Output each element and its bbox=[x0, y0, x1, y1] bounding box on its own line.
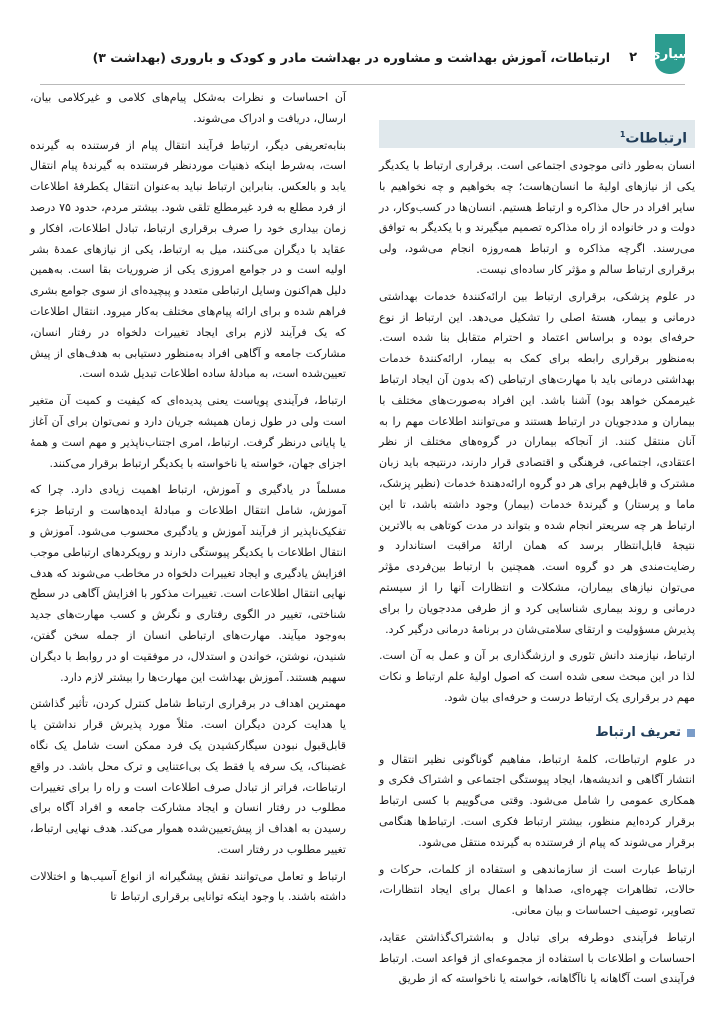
running-title: ارتباطات، آموزش بهداشت و مشاوره در بهداشت مادر و کودک و باروری (بهداشت ۳) bbox=[92, 50, 610, 65]
paragraph: ارتباط عبارت است از سازماندهی و استفاده از کلمات، حرکات و حالات، تظاهرات چهره‌ای، صداها و اعمال برای ایجاد انتظارات، تصاویر، توصیف احساسات و بیان معانی. bbox=[379, 862, 695, 918]
page-number: ۲ bbox=[629, 50, 637, 65]
left-column bbox=[30, 88, 346, 914]
paragraph: مهمترین اهداف در برقراری ارتباط شامل کنترل کردن، تأثیر گذاشتن یا هدایت کردن دیگران است. مثلاً مورد پذیرش قرار نداشتن یا قابل‌قبول نبودن سیگارکشیدن یک فرد ممکن است شامل یک نگاه غضبناک، یک سرفه یا فقط یک بی‌اعتنایی و ترک محل باشد. در واقع ارتباطات، فراتر از تبادل صرف اطلاعات است و راه را برای تغییرات مطلوب در رفتار انسان و ایجاد مشارکت جامعه و افراد آگاه برای رسیدن به اهداف از پیش‌تعیین‌شده هموار می‌کند. هدف نهایی ارتباط، تغییر مطلوب در رفتار است. bbox=[30, 697, 346, 856]
section-title-text: ارتباطات bbox=[625, 130, 687, 147]
right-column bbox=[379, 120, 695, 996]
page-header bbox=[40, 34, 692, 85]
paragraph: در علوم ارتباطات، کلمهٔ ارتباط، مفاهیم گوناگونی نظیر انتقال و انتشار آگاهی و اندیشه‌ها، ایجاد پیوستگی اجتماعی و اشتراک فکری و همکاری عمومی را شامل می‌شود. وقتی می‌گوییم با کسی ارتباط برقرار کرده‌ایم منظور، بیشتر ارتباط فکری است. ارتباط‌ها هنگامی برقرار می‌شوند که پیام از فرستنده به گیرنده منتقل می‌شود. bbox=[379, 752, 695, 849]
section-title bbox=[620, 125, 687, 149]
paragraph: بنابه‌تعریفی دیگر، ارتباط فرآیند انتقال پیام از فرستنده به گیرنده است، به‌شرط اینکه ذهنیات موردنظر فرستنده به گیرندهٔ پیام انتقال یابد و بالعکس. بنابراین ارتباط نباید به‌عنوان انتقال یکطرفهٔ اطلاعات از فرد مطلع به فرد غیرمطلع تلقی شود. بیشتر مردم، حدود ۷۵ درصد زمان بیداری خود را صرف برقراری ارتباط، تبادل اطلاعات، افکار و عقاید با دیگران می‌کنند، میل به ارتباط، یکی از نیازهای عمدهٔ بشر اولیه است و در جوامع امروزی یکی از ضروریات بقا است. به‌همین دلیل هم‌اکنون وسایل ارتباطی متعدد و پیچیده‌ای از سوی جوامع بشری فراهم شده و برای ارائه پیام‌های مختلف به‌کار میرود. انتقال اطلاعات که یک فرآیند لازم برای ایجاد تغییرات دلخواه در رفتار انسان، مشارکت جامعه و آگاهی افراد به‌منظور دستیابی به هدف‌های از پیش تعیین‌شده است، به مبادلهٔ ساده اطلاعات تبدیل شده است. bbox=[30, 138, 346, 381]
section-heading-box bbox=[379, 120, 695, 148]
book-logo bbox=[648, 34, 692, 74]
paragraph: مسلماً در یادگیری و آموزش، ارتباط اهمیت زیادی دارد. چرا که آموزش، شامل انتقال اطلاعات و مبادلهٔ ایده‌هاست و ارتباط جزء تفکیک‌ناپذیر از فرآیند آموزش و یادگیری محسوب می‌شود. آموزش و انتقال اطلاعات با یکدیگر پیوستگی دارند و رویکردهای ارتباطی موجب افزایش یادگیری و ایجاد تغییرات دلخواه در مخاطب می‌شوند که هدف نهایی انتقال اطلاعات است. تغییرات مذکور با افزایش آگاهی در سطح شناختی، تغییر در الگوی رفتاری و نگرش و کسب مهارت‌های جدید به‌وجود میآیند. مهارت‌های ارتباطی انسان از جمله سخن گفتن، شنیدن، نوشتن، خواندن و استدلال، در موفقیت او در روابط با دیگران سهیم هستند. آموزش بهداشت این مهارت‌ها را بیشتر لازم دارد. bbox=[30, 483, 346, 684]
subsection-heading bbox=[379, 723, 695, 744]
logo-text: سیاری bbox=[648, 46, 692, 62]
paragraph: انسان به‌طور ذاتی موجودی اجتماعی است. برقراری ارتباط با یکدیگر یکی از نیازهای اولیهٔ ما انسان‌هاست؛ چه بخواهیم و چه نخواهیم با سایر افراد در حال مذاکره و ارتباط هستیم. انسان‌ها در کسب‌وکار، در دولت و در خانواده از راه مذاکره تصمیم میگیرند و با یکدیگر به توافق می‌رسند. اگرچه مذاکره و ارتباط همه‌روزه انجام می‌شود، ولی برقراری ارتباط سالم و مؤثر کار ساده‌ای نیست. bbox=[379, 159, 695, 276]
footnote-marker: 1 bbox=[619, 130, 626, 139]
paragraph: ارتباط، نیازمند دانش تئوری و ارزشگذاری بر آن و عمل به آن است. لذا در این مبحث سعی شده است که اصول اولیهٔ علم ارتباط و نکات مهم در برقراری یک ارتباط درست و حرفه‌ای بیان شود. bbox=[379, 649, 695, 704]
paragraph: ارتباط و تعامل می‌توانند نقش پیشگیرانه از انواع آسیب‌ها و اختلالات داشته باشند. با وجود اینکه توانایی برقراری ارتباط تا bbox=[30, 869, 346, 904]
subsection-title: تعریف ارتباط bbox=[595, 724, 681, 740]
paragraph: آن احساسات و نظرات به‌شکل پیام‌های کلامی و غیرکلامی بیان، ارسال، دریافت و ادراک می‌شوند. bbox=[30, 91, 346, 125]
paragraph: ارتباط، فرآیندی پویاست یعنی پدیده‌ای که کیفیت و کمیت آن متغیر است ولی در طول زمان همیشه جریان دارد و نمی‌توان برای آن آغاز یا پایانی درنظر گرفت. ارتباط، امری اجتناب‌ناپذیر و مهم است و همهٔ اجزای جهان، خواسته یا ناخواسته با یکدیگر ارتباط برقرار می‌کنند. bbox=[30, 394, 346, 470]
square-bullet-icon bbox=[687, 729, 695, 737]
paragraph: در علوم پزشکی، برقراری ارتباط بین ارائه‌کنندهٔ خدمات بهداشتی درمانی و بیمار، هستهٔ اصلی را تشکیل می‌دهد. این ارتباط از نوع حرفه‌ای بوده و براساس اعتماد و احترام متقابل بنا شده است. به‌منظور برقراری رابطه برای کمک به بیمار، ارائه‌کنندهٔ خدمات بهداشتی درمانی باید با مهارت‌های ارتباطی (که بدون آن ایجاد ارتباط غیرممکن خواهد بود) آشنا باشد. این افراد به‌صورت‌های مختلف با بیماران و مددجویان در ارتباط هستند و می‌توانند اطلاعات مهم را به آنان منتقل کنند. از آنجاکه بیماران در گروه‌های مختلف از نظر اعتقادی، اجتماعی، فرهنگی و اقتصادی قرار دارند، درنتیجه باید زبان مشترک و قابل‌فهم برای هر دو گروه ارائه‌دهندهٔ خدمات (نظیر پزشک، ماما و پرستار) و گیرندهٔ خدمات (بیمار) وجود داشته باشد، تا این ارتباط هر چه سریعتر انجام شده و بتواند در مدت کوتاهی به بالاترین نتیجهٔ قابل‌انتظار برسد که همان ارائهٔ مراقبت استاندارد و رضایت‌مندی هر دو گروه است. همچنین با ارتباط بین‌فردی مؤثر می‌توان نیازهای بیماران، مشکلات و انتظارات آنها را از سیستم درمانی و روند بیماری شناسایی کرد و از طرفی مددجویان را برای پذیرش مسؤولیت و ارتقای سلامتی‌شان در برنامهٔ درمانی درگیر کرد. bbox=[379, 289, 695, 636]
paragraph: ارتباط فرآیندی دوطرفه برای تبادل و به‌اشتراک‌گذاشتن عقاید، احساسات و اطلاعات با استفاده از مجموعه‌ای از قواعد است. ارتباط فرآیندی است آگاهانه یا ناآگاهانه، خواسته یا ناخواسته که از طریق bbox=[379, 930, 695, 986]
